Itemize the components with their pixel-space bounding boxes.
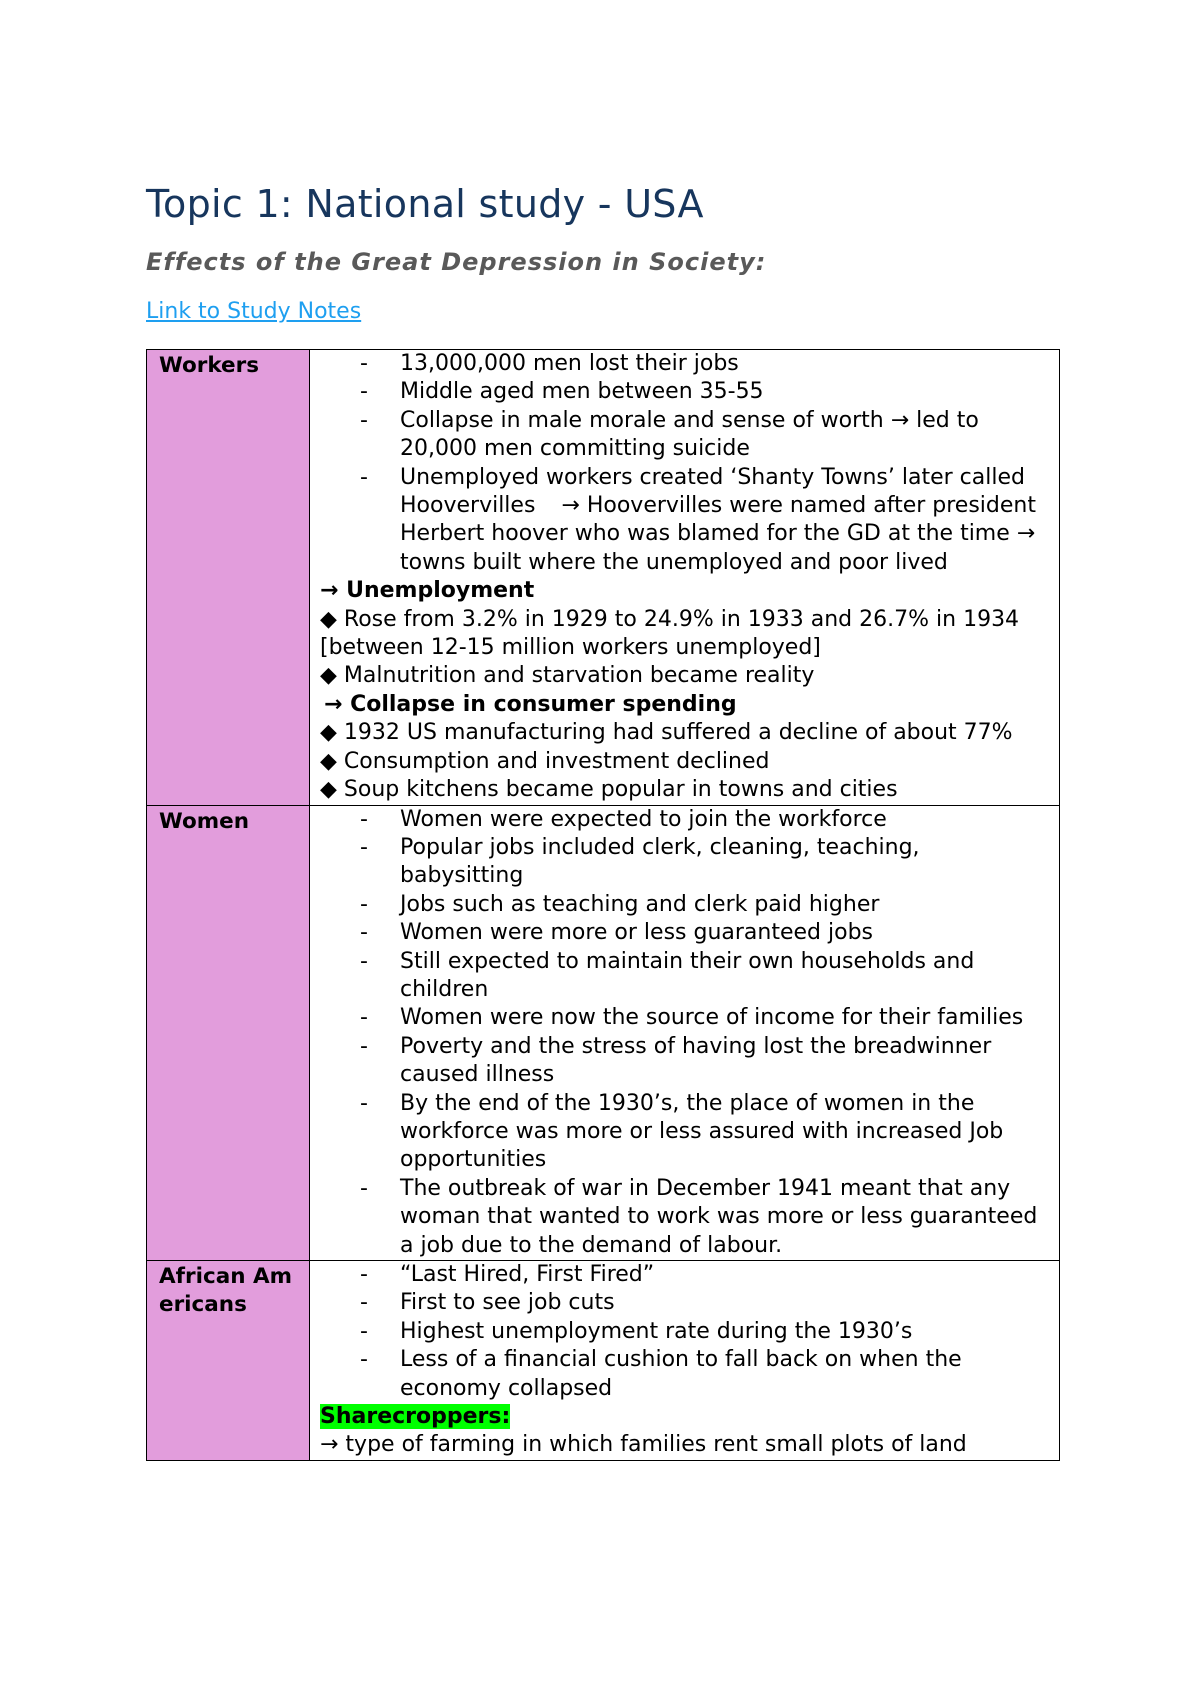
row-content-african-americans [310, 1261, 1060, 1461]
list-item [320, 1289, 1047, 1317]
list-item [320, 1033, 1047, 1090]
dash-marker: - [360, 1318, 368, 1344]
list-item-text: Women were now the source of income for their families [400, 1005, 1024, 1031]
dash-marker: - [360, 1090, 368, 1116]
table-row-workers [147, 350, 1060, 806]
dash-marker: - [360, 1347, 368, 1373]
list-item-text: The outbreak of war in December 1941 meant that any woman that wanted to work was more or less guaranteed a job due to the demand of labour. [400, 1175, 1038, 1258]
study-notes-link[interactable]: Link to Study Notes [146, 299, 362, 324]
dash-marker: - [360, 379, 368, 405]
list-item-text: First to see job cuts [400, 1290, 615, 1316]
point-line: ◆ Consumption and investment declined [320, 748, 770, 774]
workers-bullet-list [320, 350, 1047, 577]
list-item [320, 407, 1047, 464]
section-heading-consumer-spending: → Collapse in consumer spending [324, 691, 737, 717]
list-item [320, 1090, 1047, 1175]
dash-marker: - [360, 1005, 368, 1031]
row-label-workers: Workers [147, 350, 310, 806]
table-row-african-americans [147, 1261, 1060, 1461]
list-item-text: Women were expected to join the workforce [400, 806, 887, 832]
list-item-text: Women were more or less guaranteed jobs [400, 920, 873, 946]
dash-marker: - [360, 1262, 368, 1287]
row-content-workers [310, 350, 1060, 806]
list-item-text: Middle aged men between 35-55 [400, 379, 764, 405]
list-item [320, 948, 1047, 1005]
dash-marker: - [360, 1175, 368, 1201]
list-item-text-continued: → Hoovervilles were named after president Herbert hoover who was blamed for the GD at the time → towns built where the unemployed and poor lived [400, 493, 1036, 575]
list-item-text: Popular jobs included clerk, cleaning, teaching, babysitting [400, 834, 920, 889]
list-item [320, 464, 1047, 578]
dash-marker: - [360, 1033, 368, 1059]
list-item-text: Poverty and the stress of having lost the breadwinner caused illness [400, 1033, 992, 1088]
table-row-women [147, 805, 1060, 1261]
list-item-text: Jobs such as teaching and clerk paid higher [400, 891, 880, 917]
list-item-text: 13,000,000 men lost their jobs [400, 351, 739, 376]
dash-marker: - [360, 407, 368, 433]
page-title: Topic 1: National study - USA [146, 182, 704, 226]
effects-table [146, 349, 1060, 1461]
list-item-text: Highest unemployment rate during the 1930’s [400, 1318, 913, 1344]
row-label-women: Women [147, 805, 310, 1261]
list-item-text: “Last Hired, First Fired” [400, 1262, 655, 1287]
row-label-african-americans: African Americans [147, 1261, 310, 1461]
list-item [320, 378, 1047, 406]
list-item-text: Collapse in male morale and sense of worth → led to 20,000 men committing suicide [400, 407, 979, 462]
african-americans-bullet-list [320, 1261, 1047, 1403]
list-item [320, 1004, 1047, 1032]
list-item-text: Unemployed workers created ‘Shanty Towns’ later called Hoovervilles [400, 464, 1025, 519]
point-line: ◆ Rose from 3.2% in 1929 to 24.9% in 1933 and 26.7% in 1934 [between 12-15 million workers unemployed] [320, 606, 1020, 661]
dash-marker: - [360, 806, 368, 832]
section-heading-unemployment: → Unemployment [320, 578, 535, 604]
sharecroppers-line [320, 1403, 1047, 1431]
dash-marker: - [360, 891, 368, 917]
list-item [320, 1261, 1047, 1289]
point-line: ◆ Soup kitchens became popular in towns and cities [320, 777, 898, 803]
list-item [320, 1318, 1047, 1346]
list-item [320, 1175, 1047, 1260]
page-subtitle: Effects of the Great Depression in Society: [146, 248, 767, 276]
list-item [320, 834, 1047, 891]
dash-marker: - [360, 834, 368, 860]
dash-marker: - [360, 1290, 368, 1316]
list-item-text: Less of a financial cushion to fall back on when the economy collapsed [400, 1347, 962, 1401]
point-line: → type of farming in which families rent small plots of land [320, 1432, 967, 1458]
dash-marker: - [360, 948, 368, 974]
dash-marker: - [360, 351, 368, 376]
dash-marker: - [360, 464, 368, 490]
women-bullet-list [320, 806, 1047, 1261]
row-content-women [310, 805, 1060, 1261]
dash-marker: - [360, 920, 368, 946]
point-line: ◆ 1932 US manufacturing had suffered a decline of about 77% [320, 720, 1013, 746]
sharecroppers-highlight: Sharecroppers: [320, 1404, 511, 1430]
point-line: ◆ Malnutrition and starvation became reality [320, 663, 815, 689]
list-item [320, 891, 1047, 919]
list-item [320, 350, 1047, 378]
list-item [320, 806, 1047, 834]
list-item [320, 1346, 1047, 1403]
list-item-text: By the end of the 1930’s, the place of women in the workforce was more or less assured with increased Job opportunities [400, 1090, 1004, 1173]
list-item-text: Still expected to maintain their own households and children [400, 948, 975, 1002]
list-item [320, 919, 1047, 947]
